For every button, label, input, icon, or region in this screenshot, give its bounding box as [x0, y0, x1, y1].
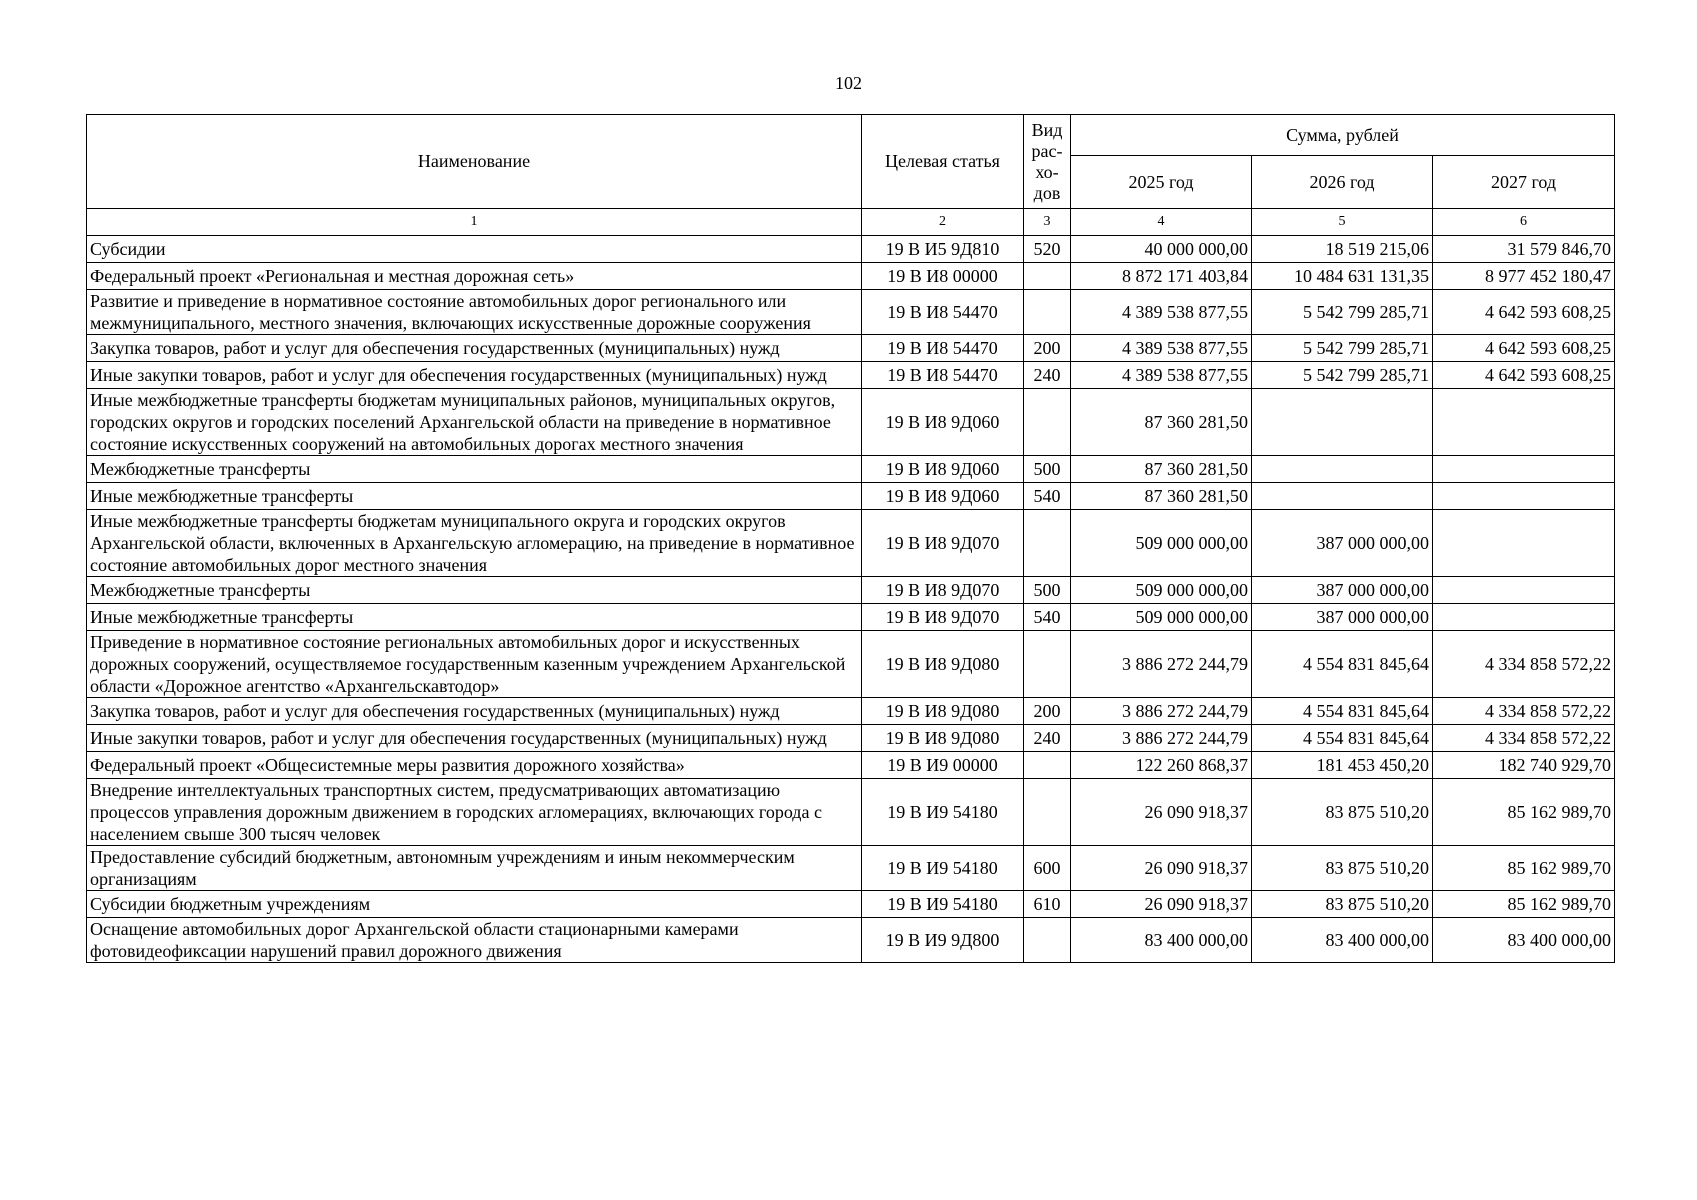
row-target-article: 19 В И8 9Д070	[862, 510, 1024, 577]
row-name: Развитие и приведение в нормативное состояние автомобильных дорог регионального или межмуниципального, местного значения, включающих искусственные дорожные сооружения	[87, 290, 862, 335]
row-name: Иные закупки товаров, работ и услуг для обеспечения государственных (муниципальных) нужд	[87, 362, 862, 389]
row-name: Иные межбюджетные трансферты бюджетам муниципальных районов, муниципальных округов, городских округов и городских поселений Архангельской области на приведение в нормативное состояние искусственных сооружений на автомобильных дорогах местного значения	[87, 389, 862, 456]
row-amount-2026: 4 554 831 845,64	[1252, 725, 1433, 752]
row-amount-2025: 87 360 281,50	[1071, 389, 1252, 456]
header-expense-type-line: Вид	[1031, 119, 1063, 140]
row-amount-2026: 83 875 510,20	[1252, 891, 1433, 918]
row-amount-2027: 85 162 989,70	[1433, 846, 1615, 891]
row-name: Субсидии	[87, 236, 862, 263]
row-target-article: 19 В И8 9Д080	[862, 698, 1024, 725]
row-expense-type	[1024, 389, 1071, 456]
header-sum: Сумма, рублей	[1071, 115, 1615, 156]
column-number: 2	[862, 209, 1024, 236]
row-amount-2027	[1433, 604, 1615, 631]
row-amount-2026: 5 542 799 285,71	[1252, 335, 1433, 362]
column-number: 5	[1252, 209, 1433, 236]
row-amount-2026: 4 554 831 845,64	[1252, 698, 1433, 725]
row-name: Иные межбюджетные трансферты бюджетам муниципального округа и городских округов Архангельской области, включенных в Архангельскую агломерацию, на приведение в нормативное состояние автомобильных дорог местного значения	[87, 510, 862, 577]
row-expense-type: 240	[1024, 725, 1071, 752]
row-amount-2025: 4 389 538 877,55	[1071, 335, 1252, 362]
row-amount-2026	[1252, 389, 1433, 456]
row-amount-2026: 5 542 799 285,71	[1252, 290, 1433, 335]
row-amount-2025: 8 872 171 403,84	[1071, 263, 1252, 290]
row-name: Приведение в нормативное состояние региональных автомобильных дорог и искусственных дорожных сооружений, осуществляемое государственным казенным учреждением Архангельской области «Дорожное агентство «Архангельскавтодор»	[87, 631, 862, 698]
row-expense-type: 600	[1024, 846, 1071, 891]
row-amount-2026: 4 554 831 845,64	[1252, 631, 1433, 698]
row-amount-2027: 31 579 846,70	[1433, 236, 1615, 263]
row-amount-2026: 181 453 450,20	[1252, 752, 1433, 779]
row-amount-2025: 509 000 000,00	[1071, 604, 1252, 631]
row-expense-type: 200	[1024, 698, 1071, 725]
row-expense-type	[1024, 510, 1071, 577]
row-expense-type: 610	[1024, 891, 1071, 918]
table-row	[87, 335, 1615, 362]
row-target-article: 19 В И9 54180	[862, 779, 1024, 846]
row-target-article: 19 В И8 54470	[862, 362, 1024, 389]
header-expense-type-line: рас-	[1031, 140, 1063, 161]
row-amount-2026: 83 875 510,20	[1252, 846, 1433, 891]
row-amount-2027	[1433, 577, 1615, 604]
row-amount-2025: 3 886 272 244,79	[1071, 725, 1252, 752]
table-row	[87, 698, 1615, 725]
row-target-article: 19 В И9 54180	[862, 891, 1024, 918]
table-row	[87, 891, 1615, 918]
row-target-article: 19 В И8 54470	[862, 335, 1024, 362]
row-amount-2026: 10 484 631 131,35	[1252, 263, 1433, 290]
column-number-row	[87, 209, 1615, 236]
row-target-article: 19 В И8 9Д070	[862, 604, 1024, 631]
header-name: Наименование	[87, 115, 862, 209]
row-amount-2026: 387 000 000,00	[1252, 510, 1433, 577]
row-amount-2025: 509 000 000,00	[1071, 577, 1252, 604]
row-amount-2026	[1252, 456, 1433, 483]
row-expense-type	[1024, 752, 1071, 779]
row-name: Межбюджетные трансферты	[87, 577, 862, 604]
row-expense-type	[1024, 263, 1071, 290]
row-name: Иные закупки товаров, работ и услуг для обеспечения государственных (муниципальных) нужд	[87, 725, 862, 752]
row-amount-2027	[1433, 389, 1615, 456]
table-row	[87, 456, 1615, 483]
row-target-article: 19 В И8 9Д060	[862, 456, 1024, 483]
table-row	[87, 918, 1615, 963]
row-name: Оснащение автомобильных дорог Архангельской области стационарными камерами фотовидеофиксации нарушений правил дорожного движения	[87, 918, 862, 963]
row-expense-type: 500	[1024, 577, 1071, 604]
row-name: Межбюджетные трансферты	[87, 456, 862, 483]
table-body	[87, 236, 1615, 963]
row-expense-type	[1024, 290, 1071, 335]
row-expense-type: 520	[1024, 236, 1071, 263]
row-expense-type: 240	[1024, 362, 1071, 389]
row-name: Иные межбюджетные трансферты	[87, 483, 862, 510]
row-amount-2026: 18 519 215,06	[1252, 236, 1433, 263]
row-amount-2026: 387 000 000,00	[1252, 604, 1433, 631]
row-amount-2025: 40 000 000,00	[1071, 236, 1252, 263]
row-name: Предоставление субсидий бюджетным, автономным учреждениям и иным некоммерческим организациям	[87, 846, 862, 891]
row-amount-2027: 4 334 858 572,22	[1433, 698, 1615, 725]
header-year-2025: 2025 год	[1071, 156, 1252, 209]
row-amount-2025: 3 886 272 244,79	[1071, 698, 1252, 725]
header-target-article: Целевая статья	[862, 115, 1024, 209]
table-row	[87, 725, 1615, 752]
row-amount-2027: 4 334 858 572,22	[1433, 631, 1615, 698]
row-target-article: 19 В И9 9Д800	[862, 918, 1024, 963]
row-name: Закупка товаров, работ и услуг для обеспечения государственных (муниципальных) нужд	[87, 335, 862, 362]
header-year-2026: 2026 год	[1252, 156, 1433, 209]
row-expense-type	[1024, 631, 1071, 698]
table-row	[87, 752, 1615, 779]
table-row	[87, 236, 1615, 263]
row-amount-2025: 26 090 918,37	[1071, 891, 1252, 918]
table-row	[87, 483, 1615, 510]
row-target-article: 19 В И8 9Д070	[862, 577, 1024, 604]
row-target-article: 19 В И8 9Д060	[862, 483, 1024, 510]
row-target-article: 19 В И9 00000	[862, 752, 1024, 779]
header-expense-type-line: дов	[1033, 182, 1061, 203]
row-name: Субсидии бюджетным учреждениям	[87, 891, 862, 918]
row-amount-2026: 5 542 799 285,71	[1252, 362, 1433, 389]
row-amount-2026: 387 000 000,00	[1252, 577, 1433, 604]
row-name: Федеральный проект «Общесистемные меры развития дорожного хозяйства»	[87, 752, 862, 779]
table-row	[87, 389, 1615, 456]
table-row	[87, 846, 1615, 891]
row-amount-2027: 4 642 593 608,25	[1433, 362, 1615, 389]
row-expense-type: 200	[1024, 335, 1071, 362]
page-number: 102	[835, 73, 862, 93]
row-amount-2027	[1433, 483, 1615, 510]
row-amount-2025: 4 389 538 877,55	[1071, 362, 1252, 389]
row-target-article: 19 В И8 9Д080	[862, 725, 1024, 752]
row-amount-2027: 85 162 989,70	[1433, 891, 1615, 918]
row-expense-type: 500	[1024, 456, 1071, 483]
row-expense-type	[1024, 779, 1071, 846]
row-amount-2027: 4 334 858 572,22	[1433, 725, 1615, 752]
header-expense-type	[1024, 115, 1071, 209]
row-target-article: 19 В И9 54180	[862, 846, 1024, 891]
row-amount-2026: 83 875 510,20	[1252, 779, 1433, 846]
row-target-article: 19 В И5 9Д810	[862, 236, 1024, 263]
table-row	[87, 604, 1615, 631]
row-amount-2025: 26 090 918,37	[1071, 779, 1252, 846]
budget-table	[86, 114, 1615, 963]
column-number: 1	[87, 209, 862, 236]
row-amount-2025: 122 260 868,37	[1071, 752, 1252, 779]
table-row	[87, 263, 1615, 290]
table-row	[87, 290, 1615, 335]
column-number: 3	[1024, 209, 1071, 236]
table-row	[87, 631, 1615, 698]
row-name: Внедрение интеллектуальных транспортных систем, предусматривающих автоматизацию процессов управления дорожным движением в городских агломерациях, включающих города с населением свыше 300 тысяч человек	[87, 779, 862, 846]
row-amount-2027	[1433, 510, 1615, 577]
row-target-article: 19 В И8 00000	[862, 263, 1024, 290]
table-row	[87, 362, 1615, 389]
row-name: Федеральный проект «Региональная и местная дорожная сеть»	[87, 263, 862, 290]
row-amount-2027: 4 642 593 608,25	[1433, 335, 1615, 362]
table-row	[87, 510, 1615, 577]
header-expense-type-line: хо-	[1035, 161, 1059, 182]
row-amount-2025: 83 400 000,00	[1071, 918, 1252, 963]
row-amount-2025: 4 389 538 877,55	[1071, 290, 1252, 335]
row-amount-2025: 87 360 281,50	[1071, 483, 1252, 510]
row-amount-2027: 85 162 989,70	[1433, 779, 1615, 846]
row-amount-2025: 509 000 000,00	[1071, 510, 1252, 577]
row-expense-type	[1024, 918, 1071, 963]
row-expense-type: 540	[1024, 483, 1071, 510]
row-expense-type: 540	[1024, 604, 1071, 631]
row-amount-2026	[1252, 483, 1433, 510]
row-amount-2025: 26 090 918,37	[1071, 846, 1252, 891]
row-amount-2027: 8 977 452 180,47	[1433, 263, 1615, 290]
table-row	[87, 779, 1615, 846]
row-target-article: 19 В И8 9Д060	[862, 389, 1024, 456]
row-name: Иные межбюджетные трансферты	[87, 604, 862, 631]
row-amount-2025: 87 360 281,50	[1071, 456, 1252, 483]
column-number: 4	[1071, 209, 1252, 236]
row-target-article: 19 В И8 54470	[862, 290, 1024, 335]
row-amount-2025: 3 886 272 244,79	[1071, 631, 1252, 698]
row-amount-2027: 4 642 593 608,25	[1433, 290, 1615, 335]
row-amount-2027: 83 400 000,00	[1433, 918, 1615, 963]
row-amount-2027: 182 740 929,70	[1433, 752, 1615, 779]
row-target-article: 19 В И8 9Д080	[862, 631, 1024, 698]
row-amount-2026: 83 400 000,00	[1252, 918, 1433, 963]
header-year-2027: 2027 год	[1433, 156, 1615, 209]
row-amount-2027	[1433, 456, 1615, 483]
row-name: Закупка товаров, работ и услуг для обеспечения государственных (муниципальных) нужд	[87, 698, 862, 725]
column-number: 6	[1433, 209, 1615, 236]
table-row	[87, 577, 1615, 604]
